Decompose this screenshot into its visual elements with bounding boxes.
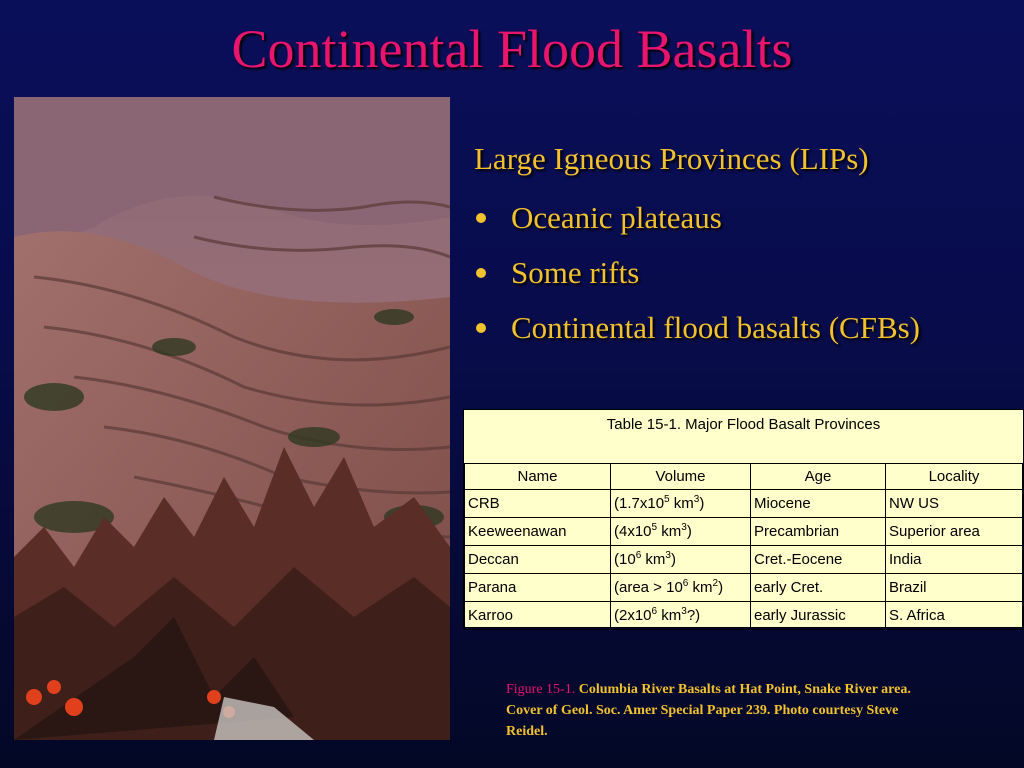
bullet-list — [474, 199, 994, 364]
volume-vol-pre: (10 — [614, 551, 636, 568]
cell-volume — [611, 546, 751, 574]
volume-vol-exp: 5 — [651, 522, 658, 533]
figure-caption — [506, 679, 936, 742]
lips-heading: Large Igneous Provinces (LIPs) — [474, 141, 869, 176]
volume-vol-pre: (1.7x10 — [614, 495, 665, 512]
flood-basalt-table — [463, 409, 1024, 628]
basalt-table — [464, 463, 1023, 630]
cell-age: early Cret. — [751, 574, 886, 602]
cell-volume — [611, 490, 751, 518]
table-row — [465, 518, 1023, 546]
volume-vol-exp2: 3 — [665, 550, 671, 561]
cell-age: Precambrian — [751, 518, 886, 546]
volume-vol-pre: (4x10 — [614, 523, 652, 540]
figure-label: Figure 15-1. — [506, 682, 576, 697]
table-row — [465, 490, 1023, 518]
volume-vol-exp: 6 — [635, 550, 642, 561]
volume-vol-exp: 6 — [651, 606, 658, 617]
bullet-text: Some rifts — [511, 255, 640, 290]
cell-age: Miocene — [751, 490, 886, 518]
cell-locality: S. Africa — [886, 602, 1023, 630]
bullet-text: Continental flood basalts (CFBs) — [511, 310, 921, 345]
volume-vol-pre: (2x10 — [614, 607, 652, 624]
cell-locality: India — [886, 546, 1023, 574]
slide-title: Continental Flood Basalts — [231, 19, 793, 79]
table-row — [465, 546, 1023, 574]
bullet-item — [474, 309, 994, 346]
volume-vol-exp2: 3 — [681, 522, 687, 533]
volume-vol-exp: 6 — [682, 578, 689, 589]
volume-vol-post: ) — [718, 579, 724, 596]
column-header-age: Age — [751, 464, 886, 490]
bullet-text: Oceanic plateaus — [511, 200, 722, 235]
cell-name: Parana — [465, 574, 611, 602]
volume-vol-post: ) — [699, 495, 705, 512]
cell-name: Deccan — [465, 546, 611, 574]
bullet-item — [474, 254, 994, 291]
volume-vol-exp2: 3 — [681, 606, 687, 617]
bullet-item — [474, 199, 994, 236]
volume-vol-mid: km — [657, 607, 682, 624]
volume-vol-exp: 5 — [664, 494, 670, 505]
volume-vol-exp2: 2 — [712, 578, 719, 589]
table-row — [465, 602, 1023, 630]
cell-age: Cret.-Eocene — [751, 546, 886, 574]
volume-vol-mid: km — [669, 495, 694, 512]
column-header-name: Name — [465, 464, 611, 490]
cell-locality: NW US — [886, 490, 1023, 518]
bullet-dot-icon — [476, 268, 486, 278]
volume-vol-post: ) — [670, 551, 676, 568]
column-header-locality: Locality — [886, 464, 1023, 490]
volume-vol-mid: km — [688, 579, 713, 596]
table-caption: Table 15-1. Major Flood Basalt Provinces — [606, 416, 881, 433]
volume-vol-post: ?) — [686, 607, 701, 624]
volume-vol-pre: (area > 10 — [614, 579, 683, 596]
cell-volume — [611, 602, 751, 630]
cell-locality: Brazil — [886, 574, 1023, 602]
table-header-row — [465, 464, 1023, 490]
bullet-dot-icon — [476, 323, 486, 333]
cell-locality: Superior area — [886, 518, 1023, 546]
cell-name: Keeweenawan — [465, 518, 611, 546]
figure-text: Columbia River Basalts at Hat Point, Snake River area. Cover of Geol. Soc. Amer Special Paper 239. Photo courtesy Steve Reidel. — [506, 682, 911, 739]
cell-age: early Jurassic — [751, 602, 886, 630]
volume-vol-mid: km — [657, 523, 682, 540]
cell-name: CRB — [465, 490, 611, 518]
cell-name: Karroo — [465, 602, 611, 630]
table-row — [465, 574, 1023, 602]
bullet-dot-icon — [476, 213, 486, 223]
column-header-volume: Volume — [611, 464, 751, 490]
cell-volume — [611, 574, 751, 602]
cell-volume — [611, 518, 751, 546]
canyon-photo — [14, 97, 450, 740]
volume-vol-exp2: 3 — [693, 494, 700, 505]
volume-vol-post: ) — [686, 523, 692, 540]
volume-vol-mid: km — [641, 551, 666, 568]
